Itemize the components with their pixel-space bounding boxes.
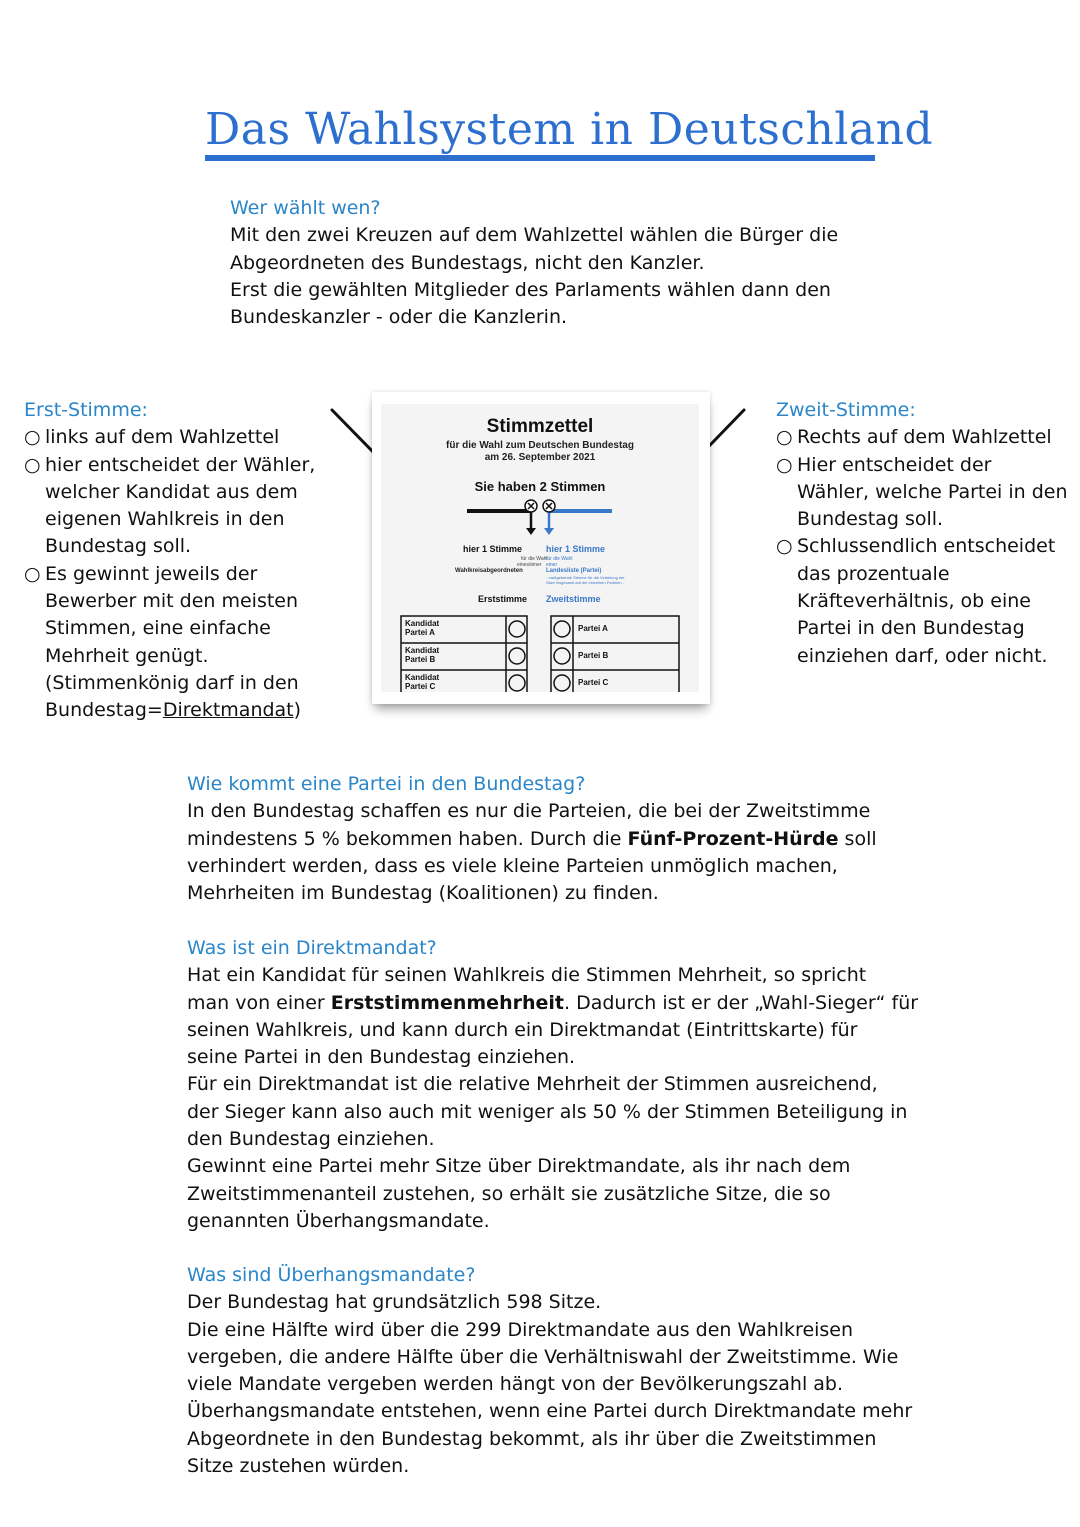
text-line: Hat ein Kandidat für seinen Wahlkreis die Stimmen Mehrheit, so spricht [187,964,867,987]
intro-heading: Wer wählt wen? [230,197,381,219]
list-item-continuation: welcher Kandidat aus dem [45,480,298,503]
text-line: Mehrheiten im Bundestag (Koalitionen) zu finden. [187,882,659,905]
text-line: vergeben, die andere Hälfte über die Verhältniswahl der Zweitstimme. Wie [187,1345,899,1368]
bullet-circle-icon: ○ [24,426,41,449]
ueberhang-section [187,1262,912,1480]
ballot-zweitstimme-label: Zweitstimme [546,594,601,604]
list-item: ○ links auf dem Wahlzettel [24,424,315,451]
ballot-party-cell: Partei A [578,624,608,633]
text-line: Abgeordnete in den Bundestag bekommt, als ihr über die Zweitstimmen [187,1427,877,1450]
ballot-left-label: hier 1 Stimme [463,544,523,554]
list-item-continuation: Bundestag soll. [45,535,192,558]
bullet-circle-icon: ○ [776,426,793,449]
direktmandat-heading: Was ist ein Direktmandat? [187,937,437,959]
ballot-candidate-cell: Kandidat Partei B [405,646,440,664]
ballot-paper [381,404,699,692]
bullet-circle-icon: ○ [24,453,41,476]
intro-section [230,195,838,331]
ballot-image [372,392,710,704]
direktmandat-section [187,935,918,1235]
intro-line: Mit den zwei Kreuzen auf dem Wahlzettel wählen die Bürger die [230,224,839,247]
erststimmenmehrheit-term: Erststimmenmehrheit [330,991,564,1014]
list-item-continuation: Bewerber mit den meisten [45,590,299,613]
erststimme-section [24,397,315,725]
intro-line: Erst die gewählten Mitglieder des Parlaments wählen dann den [230,278,831,301]
list-item: ○ hier entscheidet der Wähler, [24,452,315,479]
text-line: Der Bundestag hat grundsätzlich 598 Sitze. [187,1291,602,1314]
ballot-title: Stimmzettel [486,416,594,437]
ballot-subtitle: für die Wahl zum Deutschen Bundestag [446,440,634,451]
list-item: ○ Es gewinnt jeweils der [24,561,315,588]
list-item-continuation: Kräfteverhältnis, ob eine [797,590,1031,613]
ballot-right-small: - maßgebende Stimme für die Verteilung der [546,575,625,580]
list-item-continuation: Wähler, welche Partei in den [797,480,1068,503]
title-underline [205,155,875,161]
zweitstimme-heading: Zweit-Stimme: [776,399,916,421]
text-line: In den Bundestag schaffen es nur die Parteien, die bei der Zweitstimme [187,800,871,823]
text-line: Für ein Direktmandat ist die relative Mehrheit der Stimmen ausreichend, [187,1073,878,1096]
list-item-continuation: Stimmen, eine einfache [45,617,271,640]
intro-line: Abgeordneten des Bundestags, nicht den Kanzler. [230,251,705,274]
fuenf-prozent-term: Fünf-Prozent-Hürde [627,827,839,850]
text-line: man von einer Erststimmenmehrheit. Dadurch ist er der „Wahl-Sieger“ für [187,991,919,1014]
list-item-continuation: Bundestag soll. [797,508,944,531]
ballot-date: am 26. September 2021 [484,452,596,463]
bullet-circle-icon: ○ [776,453,793,476]
ballot-right-label: hier 1 Stimme [546,544,606,554]
ballot-right-small: für die Wahl [546,556,573,562]
text-line: Überhangsmandate entstehen, wenn eine Partei durch Direktmandate mehr [187,1400,913,1423]
text-line: seine Partei in den Bundestag einziehen. [187,1046,576,1069]
list-item-continuation: Partei in den Bundestag [797,617,1025,640]
list-item-continuation: Bundestag=Direktmandat) [45,699,302,722]
page-title: Das Wahlsystem in Deutschland [205,104,934,155]
text-line: Gewinnt eine Partei mehr Sitze über Direktmandate, als ihr nach dem [187,1155,851,1178]
ballot-party-cell: Partei C [578,678,609,687]
text-line: Die eine Hälfte wird über die 299 Direktmandate aus den Wahlkreisen [187,1318,854,1341]
ballot-erststimme-label: Erststimme [478,594,528,604]
list-item: ○ Rechts auf dem Wahlzettel [776,424,1068,451]
bullet-circle-icon: ○ [776,535,793,558]
zweitstimme-section [776,397,1068,670]
ballot-right-small: Landesliste (Partei) [546,568,602,574]
partei-section [187,771,877,907]
list-item-continuation: Mehrheit genügt. [45,644,209,667]
text-line: der Sieger kann also auch mit weniger als 50 % der Stimmen Beteiligung in [187,1100,908,1123]
ballot-left-small: für die Wahl [521,556,548,562]
text-line: verhindert werden, dass es viele kleine Parteien unmöglich machen, [187,854,838,877]
text-line: Sitze zustehen würden. [187,1455,410,1478]
list-item-continuation: einziehen darf, oder nicht. [797,644,1048,667]
ballot-candidate-cell: Kandidat Partei C [405,673,440,691]
ballot-right-small: Sitze insgesamt auf die einzelnen Parteien - [546,580,625,585]
intro-line: Bundeskanzler - oder die Kanzlerin. [230,306,568,329]
text-line: viele Mandate vergeben werden hängt von der Bevölkerungszahl ab. [187,1373,844,1396]
text-line: den Bundestag einziehen. [187,1128,435,1151]
bullet-circle-icon: ○ [24,562,41,585]
ballot-votes: Sie haben 2 Stimmen [474,479,606,494]
list-item-continuation: (Stimmenkönig darf in den [45,671,299,694]
ballot-left-small: eines/einer [517,562,542,568]
partei-heading: Wie kommt eine Partei in den Bundestag? [187,773,586,795]
text-line: genannten Überhangsmandate. [187,1209,490,1232]
list-item-continuation: das prozentuale [797,562,950,585]
direktmandat-term: Direktmandat [162,699,294,722]
erststimme-heading: Erst-Stimme: [24,399,148,421]
text-line: seinen Wahlkreis, und kann durch ein Direktmandat (Eintrittskarte) für [187,1018,858,1041]
ballot-left-small: Wahlkreisabgeordneten [455,568,523,574]
list-item-continuation: eigenen Wahlkreis in den [45,508,285,531]
ballot-party-cell: Partei B [578,651,609,660]
ballot-right-small: einer [546,562,558,568]
text-line: mindestens 5 % bekommen haben. Durch die Fünf-Prozent-Hürde soll [187,827,877,850]
text-line: Zweitstimmenanteil zustehen, so erhält sie zusätzliche Sitze, die so [187,1182,831,1205]
ballot-candidate-cell: Kandidat Partei A [405,619,440,637]
list-item: ○ Schlussendlich entscheidet [776,533,1068,560]
list-item: ○ Hier entscheidet der [776,452,1068,479]
ueberhang-heading: Was sind Überhangsmandate? [187,1264,476,1286]
